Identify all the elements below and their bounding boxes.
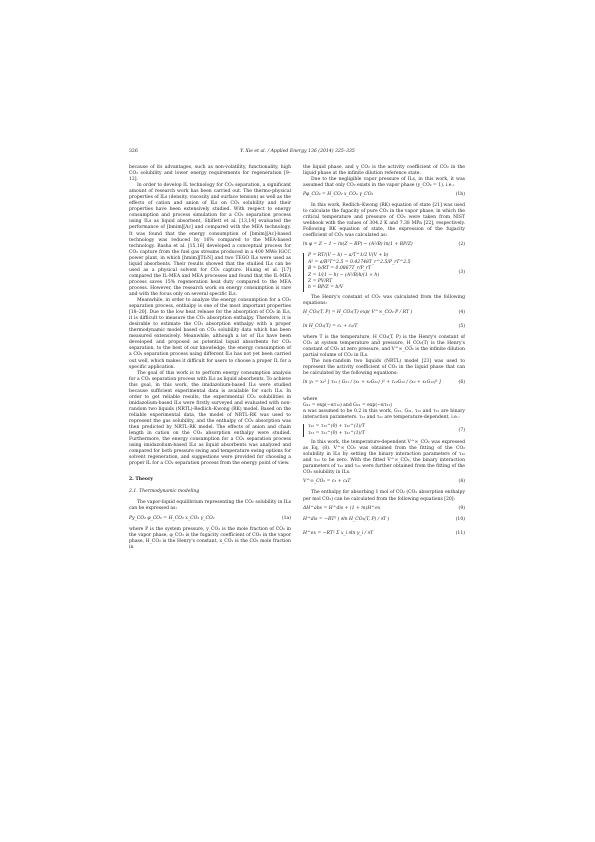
paragraph: Meanwhile, in order to analyze the energy consumption for a CO₂ separation process, enthalpy is one of the most important properties [18–20]. Due to the low heat release for the absorption of CO₂ in ILs, it is difficult to measure the CO₂ absorption enthalpy. Therefore, it is desirable to estimate the CO₂ absorption enthalpy with a proper thermodynamic model based on CO₂ solubility data which has been measured extensively. Meanwhile, although a lot of ILs have been developed and proposed as potential liquid absorbents for CO₂ separation, to the best of our knowledge, the energy consumption of a CO₂ separation process using different ILs has not yet been carried out well, which makes it difficult for users to choose a proper IL for a specific application. (129, 298, 291, 370)
subsection-heading: 2.1. Thermodynamic modeling (129, 489, 200, 495)
equation-body: H_CO₂(T, P) = H_CO₂(T) exp( V^∞_CO₂ P / RT ) (303, 309, 413, 315)
equation-row: B = b/RT = 0.0867T_r/P_rT (308, 266, 372, 272)
equation-number: (7) (458, 427, 465, 433)
paragraph: In order to develop IL technology for CO₂ separation, a significant amount of research work has been carried out. The thermo-physical properties of ILs (density, viscosity and surface tension) as well as the effects of cation and anion of ILs on CO₂ solubility and their properties have been extensively studied. With respect to energy consumption and process simulation for a CO₂ separation process using ILs as liquid absorbent, Shiflett et al. [13,14] evaluated the performance of [bmim][Ac] and compared with the MEA technology. It was found that the energy consumption of [bmim][Ac]-based technology was reduced by 16% compared to the MEA-based technology. Basha et al. [15,16] developed a conceptual process for CO₂ capture from the fuel gas streams produced in a 400 MWe IGCC power plant, in which [hmim][Tf₂N] and two TEGO ILs were used as liquid absorbents. Their results showed that the studied ILs can be used as a physical solvent for CO₂ capture. Huang et al. [17] compared the IL-MEA and MEA processes and found that the IL-MEA process saves 15% regeneration heat duty compared to the MEA process. However, the research work on energy consumption is rare and with the focus only on several specific ILs. (129, 183, 291, 297)
left-column (129, 165, 291, 551)
equation-body: ln γ₁ = x₂² [ τ₂₁ ( G₂₁ / (x₁ + x₂G₂₁) )² + τ₁₂G₁₂ / (x₂ + x₁G₁₂)² ] (303, 380, 441, 386)
equation-number: (11) (455, 530, 465, 536)
equation-number: (9) (458, 505, 465, 511)
paragraph: The non-random two liquids (NRTL) model [23] was used to represent the activity coefficient of CO₂ in the liquid phase that can be calculated by the following equations: (303, 359, 465, 377)
paragraph: The enthalpy for absorbing 1 mol of CO₂ (CO₂ absorption enthalpy per mol CO₂) can be calculated from the following equations [20]: (303, 490, 465, 502)
equation-4 (303, 310, 465, 321)
equation-number: (8) (458, 479, 465, 485)
equation-row: Z = PV/RT (308, 279, 333, 285)
equation-number: (1b) (455, 192, 465, 198)
paragraph: α was assumed to be 0.2 in this work, G₁₂, G₂₁, τ₁₂ and τ₂₁ are binary interaction parameters. τ₁₂ and τ₂₁ are temperature-dependent, i.e.: (303, 409, 465, 421)
equation-5 (303, 324, 465, 332)
equation-body: V^∞_CO₂ = c₃ + c₄T (303, 479, 351, 485)
equation-row: h = BP/Z = b/V (308, 285, 344, 291)
journal-citation: Y. Xie et al. / Applied Energy 136 (2014) 325–335 (240, 149, 355, 154)
equation-1b (303, 192, 465, 200)
equation-row: τ₁₂ = τ₁₂^(0) + τ₁₂^(1)/T (308, 424, 365, 430)
equation-row: Z = 1/(1 − h) − (A²/B)h/(1 + h) (308, 272, 380, 278)
paragraph: G₁₂ = exp(−ατ₁₂) and G₂₁ = exp(−ατ₂₁) (303, 403, 392, 409)
equation-body: H^ex = −RT² Σ x_i ∂ln γ_i / ∂T (303, 530, 374, 536)
paragraph: where P is the system pressure, y_CO₂ is the mole fraction of CO₂ in the vapor phase, φ_CO₂ is the fugacity coefficient of CO₂ in the vapor phase, H_CO₂ is the Henry's constant, x_CO₂ is the CO₂ mole fraction in (129, 526, 291, 550)
right-column (303, 165, 465, 545)
equation-number: (5) (458, 323, 465, 329)
equation-row: P = RT/(V − b) − a/T^1/2 V(V + b) (308, 253, 389, 259)
equation-2 (303, 242, 465, 250)
equation-number: (3) (458, 269, 465, 275)
paragraph: The vapor-liquid equilibrium representing the CO₂ solubility in ILs can be expressed as: (129, 500, 291, 512)
equation-number: (4) (458, 309, 465, 315)
paragraph: Due to the negligible vapor pressure of ILs, in this work, it was assumed that only CO₂ exists in the vapor phase (y_CO₂ = 1), i.e.: (303, 177, 465, 189)
paragraph: the liquid phase, and γ_CO₂ is the activity coefficient of CO₂ in the liquid phase at the infinite dilution reference state. (303, 165, 465, 177)
equation-9 (303, 506, 465, 514)
equation-body: ln φ = Z − 1 − ln(Z − BP) − (A²/B) ln(1 + BP/Z) (303, 242, 413, 248)
paragraph: because of its advantages, such as non-volatility, functionality, high CO₂ solubility and lower energy requirements for regeneration [9–12]. (129, 165, 291, 183)
equation-7 (303, 424, 465, 437)
equation-number: (1a) (281, 515, 291, 521)
equation-8 (303, 479, 465, 487)
paragraph: In this work, the temperature-dependent V^∞_CO₂ was expressed as Eq. (8). V^∞_CO₂ was obtained from the fitting of the CO₂ solubility in ILs by setting the binary interaction parameters of τ₁₂ and τ₂₁ to be zero. With the fitted V^∞_CO₂, the binary interaction parameters of τ₁₂ and τ₂₁ were further obtained from the fitting of the CO₂ solubility in ILs. (303, 440, 465, 476)
equation-row: A² = a/R²T^2.5 = 0.42748T_r^2.5/P_rT^2.5 (308, 259, 411, 265)
page-number: 326 (129, 149, 138, 154)
paragraph: The goal of this work is to perform energy consumption analysis for a CO₂ separation process with ILs as liquid absorbents. To achieve this goal, in this work, the imidazolium-based ILs were studied because sufficient experimental data is available for such ILs. In order to get reliable results, the experimental CO₂ solubilities in imidazolium-based ILs were firstly surveyed and evaluated with non-random two liquids (NRTL)-Redlich–Kwong (RK) model. Based on the reliable experimental data, the model of NRTL-RK was used to represent the gas solubility, and the enthalpy of CO₂ absorption was then predicted by NRTL-RK model. The effects of anion and chain length in cation on the CO₂ absorption enthalpy were studied. Furthermore, the energy consumption for a CO₂ separation process using imidazolium-based ILs as liquid absorbents was analyzed and compared for both pressure swing and temperature swing options for solvent regeneration, and suggestions were provided for choosing a proper IL for a CO₂ separation process from the energy point of view. (129, 370, 291, 467)
equation-row: τ₂₁ = τ₂₁^(0) + τ₂₁^(1)/T (308, 430, 365, 436)
paragraph: The Henry's constant of CO₂ was calculated from the following equations: (303, 294, 465, 306)
equation-1a (129, 516, 291, 524)
equation-number: (2) (458, 242, 465, 248)
paragraph: where T is the temperature, H_CO₂(T, P) is the Henry's constant of CO₂ at system temperature and pressure, H_CO₂(T) is the Henry's constant of CO₂ at zero pressure, and V^∞_CO₂ is the infinite dilution partial volume of CO₂ in ILs. (303, 334, 465, 359)
running-header (129, 149, 466, 157)
equation-body: Py_CO₂ φ_CO₂ = H_CO₂ x_CO₂ γ_CO₂ (129, 515, 215, 521)
equation-body: ΔH^abs = H^dis + (1 + m)H^ex (303, 505, 381, 511)
equation-10 (303, 517, 465, 528)
equation-6 (303, 380, 465, 394)
equation-11 (303, 531, 465, 542)
paragraph: In this work, Redlich–Kwong (RK) equation of state [21] was used to calculate the fugacity of pure CO₂ in the vapor phase, in which the critical temperature and pressure of CO₂ were taken from NIST webbook with the values of 304.2 K and 7.38 MPa [22], respectively. Following RK equation of state, the expression of the fugacity coefficient of CO₂ was calculated as: (303, 203, 465, 239)
paragraph: where (303, 397, 318, 403)
equation-number: (10) (455, 516, 465, 522)
equation-3 (303, 253, 465, 291)
equation-number: (6) (458, 380, 465, 386)
equation-body: ln H_CO₂(T) = c₁ + c₂/T (303, 323, 358, 329)
section-heading: 2. Theory (129, 477, 153, 483)
equation-body: Pφ_CO₂ = H_CO₂ x_CO₂ γ_CO₂ (303, 192, 374, 198)
equation-body: H^dis = −RT² ( ∂ln H_CO₂(T, P) / ∂T ) (303, 516, 390, 522)
